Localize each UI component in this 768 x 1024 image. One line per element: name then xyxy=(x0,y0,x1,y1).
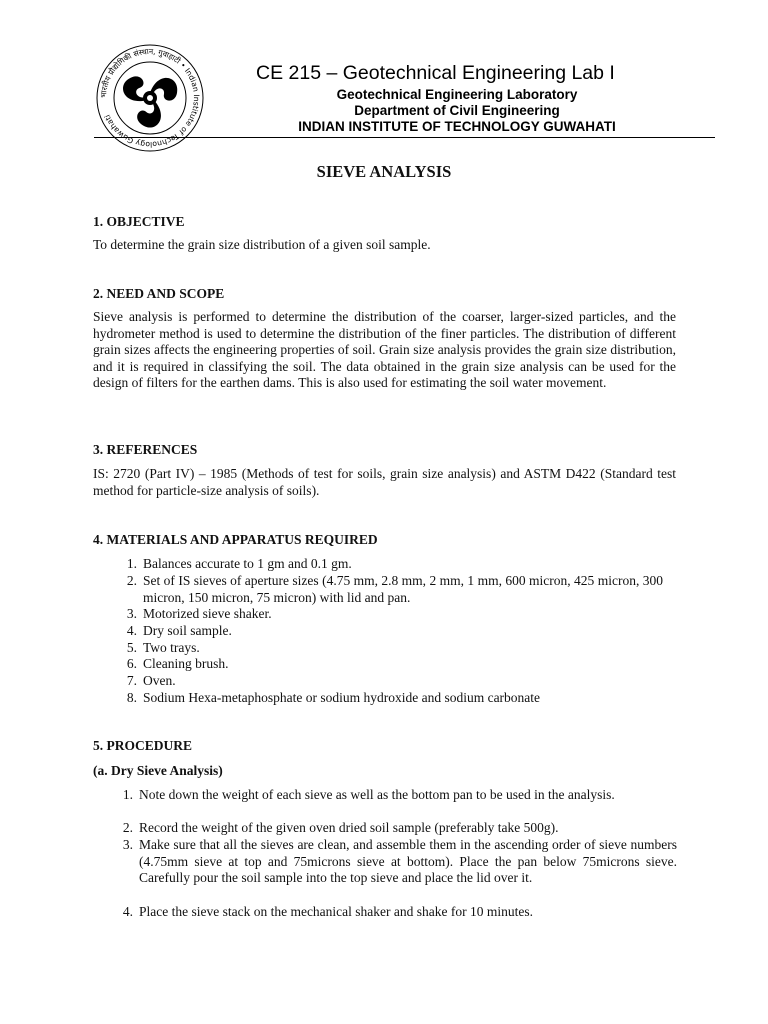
need-scope-text: Sieve analysis is performed to determine the distribution of the coarser, larger-sized particles, and the hydrometer method is used to determine the distribution of the finer particles. The distribution of different grain sizes affects the engineering properties of soil. Grain size analysis provides the grain size distribution, and it is required in classifying the soil. The data obtained in the grain size analysis can be used for the design of filters for the earthen dams. This is also used for estimating the soil water movement. xyxy=(93,309,676,391)
department-name: Department of Civil Engineering xyxy=(354,103,560,118)
list-text: Balances accurate to 1 gm and 0.1 gm. xyxy=(143,556,352,571)
list-text: Dry soil sample. xyxy=(143,623,232,638)
list-text: Record the weight of the given oven dried soil sample (preferably take 500g). xyxy=(139,820,559,835)
list-number: 3. xyxy=(126,606,137,621)
list-number: 4. xyxy=(122,904,133,919)
need-scope-heading: 2. NEED AND SCOPE xyxy=(93,286,225,301)
list-number: 4. xyxy=(126,623,137,638)
list-text: Note down the weight of each sieve as well as the bottom pan to be used in the analysis. xyxy=(139,787,615,802)
institute-name: INDIAN INSTITUTE OF TECHNOLOGY GUWAHATI xyxy=(298,119,616,134)
list-number: 3. xyxy=(122,837,133,852)
materials-heading: 4. MATERIALS AND APPARATUS REQUIRED xyxy=(93,532,378,547)
header-divider xyxy=(94,137,715,138)
lab-name: Geotechnical Engineering Laboratory xyxy=(336,87,578,102)
list-number: 6. xyxy=(126,656,137,671)
objective-heading: 1. OBJECTIVE xyxy=(93,214,185,229)
list-text: Set of IS sieves of aperture sizes (4.75 mm, 2.8 mm, 2 mm, 1 mm, 600 micron, 425 micron, 300 micron, 150 micron, 75 micron) with lid and pan. xyxy=(143,573,663,605)
list-text: Oven. xyxy=(143,673,176,688)
list-text: Place the sieve stack on the mechanical shaker and shake for 10 minutes. xyxy=(139,904,533,919)
list-number: 2. xyxy=(126,573,137,588)
procedure-heading: 5. PROCEDURE xyxy=(93,738,193,753)
course-title: CE 215 – Geotechnical Engineering Lab I xyxy=(256,62,615,84)
list-text: Sodium Hexa-metaphosphate or sodium hydroxide and sodium carbonate xyxy=(143,690,541,705)
list-number: 1. xyxy=(122,787,133,802)
list-number: 7. xyxy=(126,673,137,688)
list-text: Make sure that all the sieves are clean, and assemble them in the ascending order of sieve numbers (4.75mm sieve at top and 75microns sieve at bottom). Place the pan below 75microns sieve. Carefully pour the soil sample into the top sieve and place the lid over it. xyxy=(139,837,677,886)
list-text: Two trays. xyxy=(143,640,200,655)
list-text: Cleaning brush. xyxy=(143,656,229,671)
list-text: Motorized sieve shaker. xyxy=(143,606,272,621)
list-number: 5. xyxy=(126,640,137,655)
procedure-subheading: (a. Dry Sieve Analysis) xyxy=(93,763,223,778)
list-number: 2. xyxy=(122,820,133,835)
references-text: IS: 2720 (Part IV) – 1985 (Methods of test for soils, grain size analysis) and ASTM D422 (Standard test method for particle-size analysis of soils). xyxy=(93,466,676,498)
references-heading: 3. REFERENCES xyxy=(93,442,198,457)
list-number: 1. xyxy=(126,556,137,571)
objective-text: To determine the grain size distribution of a given soil sample. xyxy=(93,237,431,252)
list-number: 8. xyxy=(126,690,137,705)
document-title: SIEVE ANALYSIS xyxy=(316,162,452,181)
svg-text:भारतीय प्रौद्योगिकी संस्थान, ग: भारतीय प्रौद्योगिकी संस्थान, गुवाहाटी • Indian Institute of Technology Guwahati xyxy=(98,46,202,150)
